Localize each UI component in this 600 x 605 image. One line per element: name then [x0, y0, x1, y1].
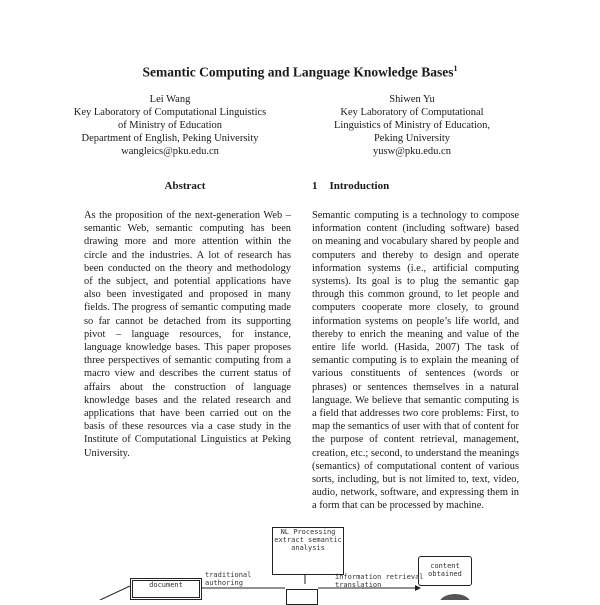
figure-label-retrieval	[335, 573, 424, 589]
figure-box-document	[130, 578, 202, 600]
figure-box-line: document	[149, 581, 183, 589]
figure-box-nlp	[272, 527, 344, 575]
abstract-text: As the proposition of the next-generation Web – semantic Web, semantic computing has been drawing more and more attention within the circle and the industries. A lot of research has been conducted on the theory and methodology of the subject, and potential applications have also been investigated and proposed in many fields. The progress of semantic computing made so far cannot be detached from its supporting pivot – language resources, for instance, language knowledge bases. This paper proposes three perspectives of semantic computing from a macro view and describes the current status of affairs about the construction of language knowledge bases and the related research and applications that have been carried out on the basis of these resources via a case study in the Institute of Computational Linguistics at Peking University.	[84, 210, 291, 459]
section-number: 1	[312, 180, 318, 192]
figure-label-line: traditional	[205, 571, 252, 579]
figure-box-line: obtained	[428, 570, 462, 578]
figure-label-line: translation	[335, 581, 382, 589]
database-shape	[439, 594, 471, 600]
author-name: Lei Wang	[149, 94, 191, 105]
title-footnote-marker: 1	[453, 64, 458, 73]
author-affiliation-line: Linguistics of Ministry of Education,	[333, 120, 491, 131]
author-affiliation-line: Peking University	[373, 133, 451, 144]
figure-box-line: NL Processing	[280, 528, 336, 536]
author-affiliation-line: Department of English, Peking University	[81, 133, 259, 144]
figure-box-line: analysis	[291, 544, 325, 552]
figure-box-center	[286, 589, 318, 605]
author-email: wangleics@pku.edu.cn	[121, 146, 219, 157]
figure-box-line: extract semantic	[274, 536, 342, 544]
section-title: Introduction	[329, 180, 390, 192]
figure-label-line: authoring	[205, 579, 243, 587]
figure-box-line: content	[430, 562, 460, 570]
author-email: yusw@pku.edu.cn	[373, 146, 451, 157]
author-affiliation-line: of Ministry of Education	[117, 120, 223, 131]
figure-label-authoring	[205, 571, 251, 587]
paper-title-text: Semantic Computing and Language Knowledge Bases	[142, 64, 454, 80]
author-name: Shiwen Yu	[389, 94, 435, 105]
abstract-heading: Abstract	[164, 180, 206, 192]
figure-box-content	[418, 556, 472, 586]
figure-label-line: information retrieval	[335, 573, 424, 581]
author-affiliation-line: Key Laboratory of Computational	[340, 107, 484, 118]
author-affiliation-line: Key Laboratory of Computational Linguistics	[73, 107, 267, 118]
connector-line	[100, 586, 130, 600]
introduction-text: Semantic computing is a technology to compose information content (including software) based on meaning and vocabulary shared by people and computers and thereby to design and operate information systems (i.e., artificial computing systems). Its goal is to plug the semantic gap through this common ground, to let people and computers cooperate more closely, to ground information systems on people’s life world, and thereby to enrich the meaning and value of the entire life world. (Hasida, 2007) The task of semantic computing is to explain the meaning of various constituents of sentences (words or phrases) or sentences themselves in a natural language. We believe that semantic computing is a field that addresses two core problems: First, to map the semantics of user with that of content for the purpose of content retrieval, management, creation, etc.; second, to understand the meanings (semantics) of computational content of various sorts, including, but is not limited to, text, video, audio, network, software, and expressing them in a form that can be processed by machine.	[312, 210, 519, 512]
